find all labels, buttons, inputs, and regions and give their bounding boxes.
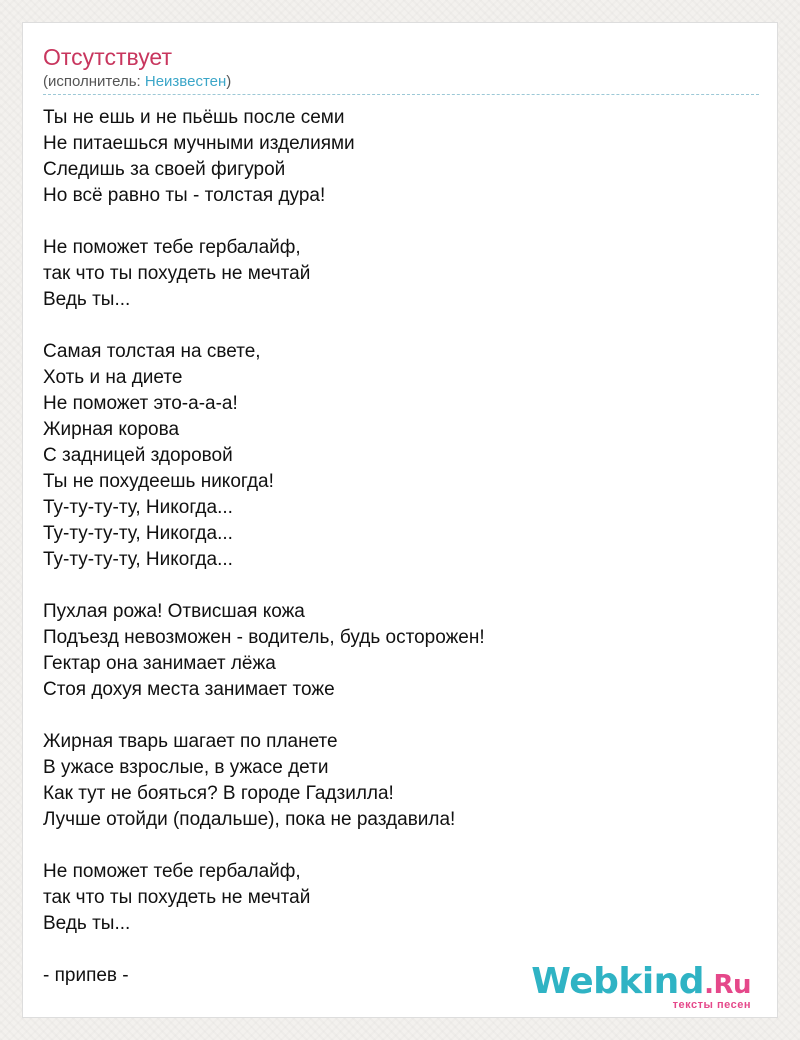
- lyric-line: Пухлая рожа! Отвисшая кожа: [43, 601, 305, 622]
- lyric-line: С задницей здоровой: [43, 445, 233, 466]
- lyric-line: - припев -: [43, 965, 129, 986]
- lyric-line: Стоя дохуя места занимает тоже: [43, 679, 335, 700]
- stanza-gap: [43, 703, 759, 729]
- lyric-line: Ту-ту-ту-ту, Никогда...: [43, 497, 233, 518]
- logo-wordmark: [531, 963, 751, 1004]
- lyric-line: так что ты похудеть не мечтай: [43, 887, 311, 908]
- lyric-line: Гектар она занимает лёжа: [43, 653, 276, 674]
- lyric-line: Ведь ты...: [43, 913, 131, 934]
- stanza-gap: [43, 937, 759, 963]
- lyric-line: так что ты похудеть не мечтай: [43, 263, 311, 284]
- artist-suffix: ): [226, 73, 232, 90]
- song-title: Отсутствует: [43, 44, 172, 70]
- lyrics-body: [43, 105, 759, 989]
- logo-tagline: тексты песен: [672, 999, 751, 1011]
- lyric-line: Не питаешься мучными изделиями: [43, 133, 355, 154]
- lyric-line: Следишь за своей фигурой: [43, 159, 286, 180]
- artist-line: [43, 72, 231, 92]
- lyric-line: Не поможет это-а-а-а!: [43, 393, 238, 414]
- lyric-line: Хоть и на диете: [43, 367, 183, 388]
- lyric-line: Как тут не бояться? В городе Гадзилла!: [43, 783, 394, 804]
- logo-name: Webkind: [531, 961, 705, 1002]
- lyric-line: Но всё равно ты - толстая дура!: [43, 185, 326, 206]
- lyric-line: Ты не похудеешь никогда!: [43, 471, 274, 492]
- lyric-line: Не поможет тебе гербалайф,: [43, 861, 301, 882]
- lyric-line: Лучше отойди (подальше), пока не раздавила!: [43, 809, 456, 830]
- stanza-gap: [43, 209, 759, 235]
- lyrics-card: [22, 22, 778, 1018]
- artist-link[interactable]: Неизвестен: [144, 73, 227, 90]
- stanza-gap: [43, 833, 759, 859]
- lyric-line: Жирная тварь шагает по планете: [43, 731, 338, 752]
- stanza-gap: [43, 573, 759, 599]
- lyric-line: Подъезд невозможен - водитель, будь осторожен!: [43, 627, 485, 648]
- lyric-line: Ту-ту-ту-ту, Никогда...: [43, 523, 233, 544]
- logo-tld: .Ru: [704, 970, 751, 1000]
- lyric-line: В ужасе взрослые, в ужасе дети: [43, 757, 329, 778]
- lyric-line: Ту-ту-ту-ту, Никогда...: [43, 549, 233, 570]
- stanza-gap: [43, 313, 759, 339]
- lyric-line: Ведь ты...: [43, 289, 131, 310]
- lyric-line: Самая толстая на свете,: [43, 341, 261, 362]
- artist-prefix: (исполнитель:: [43, 73, 145, 90]
- site-logo[interactable]: [531, 963, 751, 1011]
- header-divider: [43, 94, 759, 95]
- lyric-line: Ты не ешь и не пьёшь после семи: [43, 107, 345, 128]
- lyric-line: Жирная корова: [43, 419, 180, 440]
- lyric-line: Не поможет тебе гербалайф,: [43, 237, 301, 258]
